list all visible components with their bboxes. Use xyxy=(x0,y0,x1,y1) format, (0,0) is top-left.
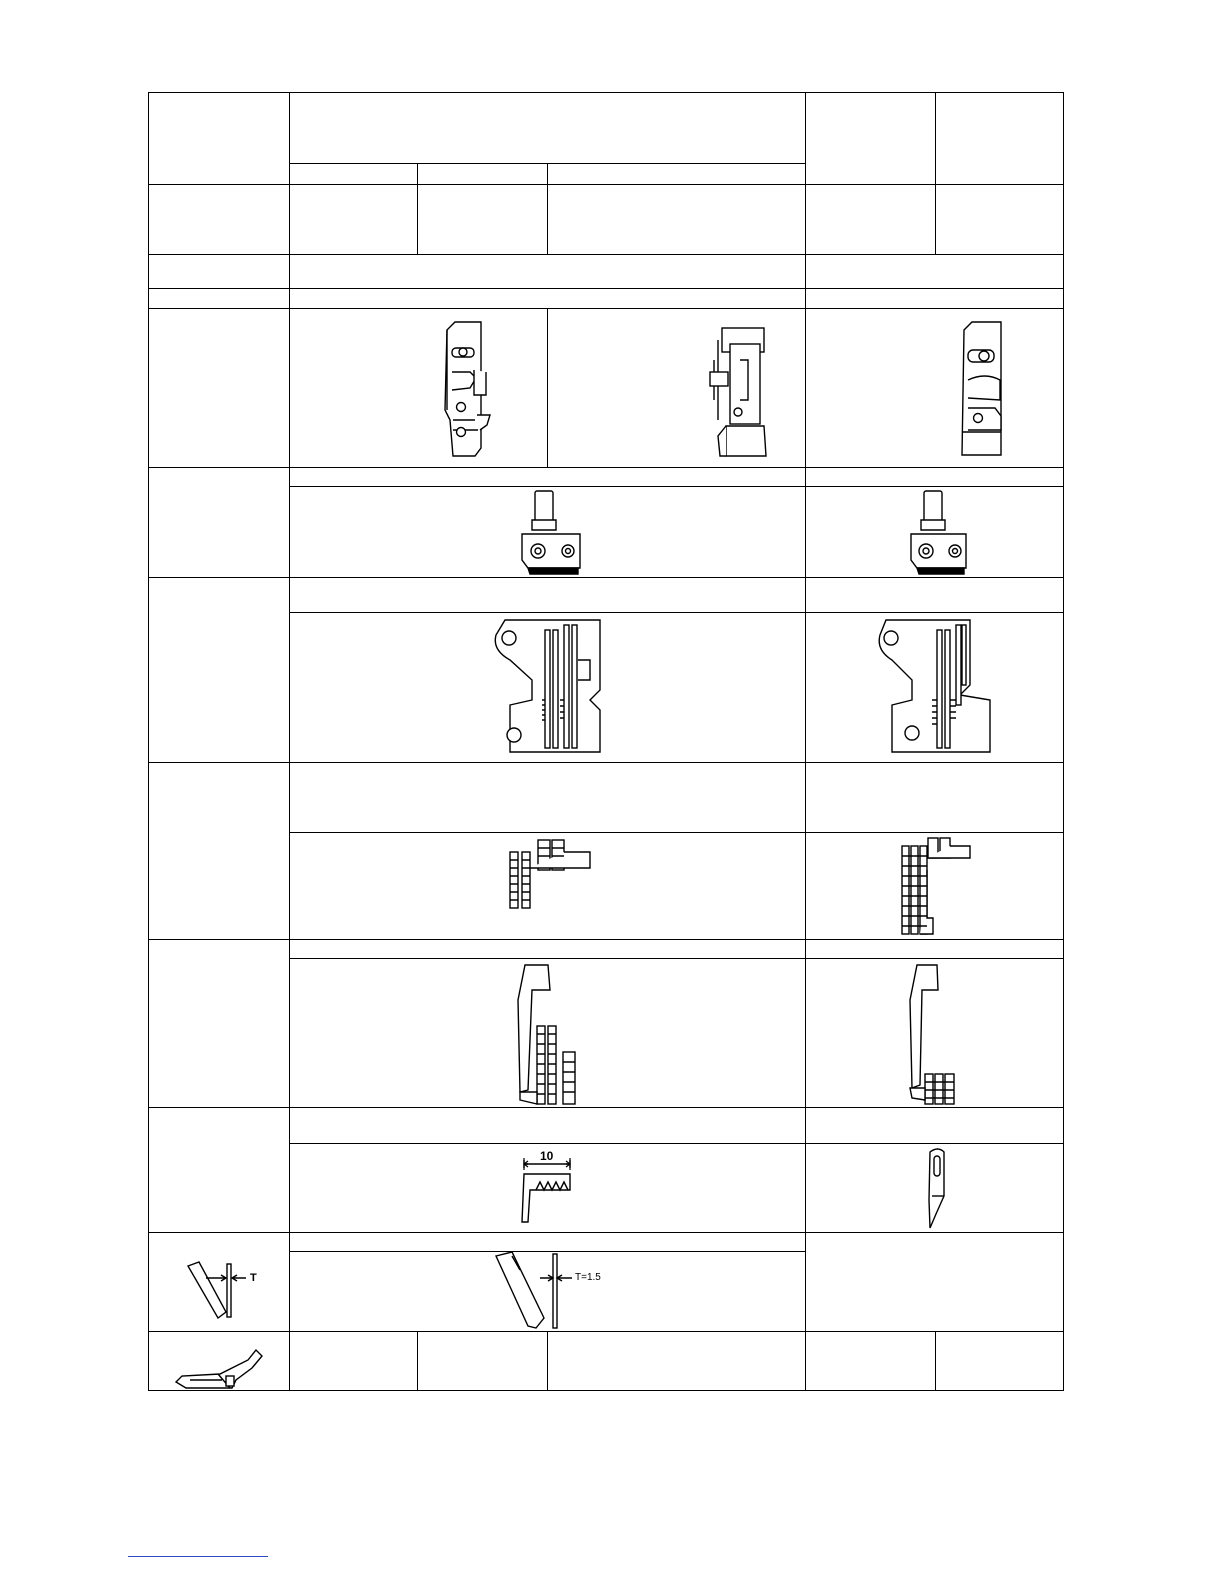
looper-illustration xyxy=(176,1350,262,1388)
thickness-ref-label: T xyxy=(250,1272,257,1284)
feed-dog-b-illustration xyxy=(902,838,970,934)
knife-width-label: 10 xyxy=(540,1149,554,1163)
needle-clamp-a-illustration xyxy=(522,491,580,574)
footer-rule xyxy=(128,1556,268,1557)
diff-feed-a-illustration xyxy=(518,965,575,1104)
throat-plate-a-illustration xyxy=(495,620,600,752)
presser-foot-b-illustration xyxy=(710,328,766,456)
throat-plate-b-illustration xyxy=(879,620,990,752)
lower-knife-a-illustration xyxy=(522,1160,570,1222)
knife-thickness-ref-illustration xyxy=(188,1262,246,1318)
upper-knife-b-illustration xyxy=(929,1149,944,1228)
presser-foot-a-illustration xyxy=(445,322,490,456)
presser-foot-c-illustration xyxy=(962,322,1001,455)
feed-dog-a-illustration xyxy=(510,840,590,908)
needle-clamp-b-illustration xyxy=(911,491,966,574)
diff-feed-b-illustration xyxy=(910,965,954,1104)
thickness-value-label: T=1.5 xyxy=(575,1272,601,1283)
knife-thickness-a-illustration xyxy=(496,1252,572,1328)
